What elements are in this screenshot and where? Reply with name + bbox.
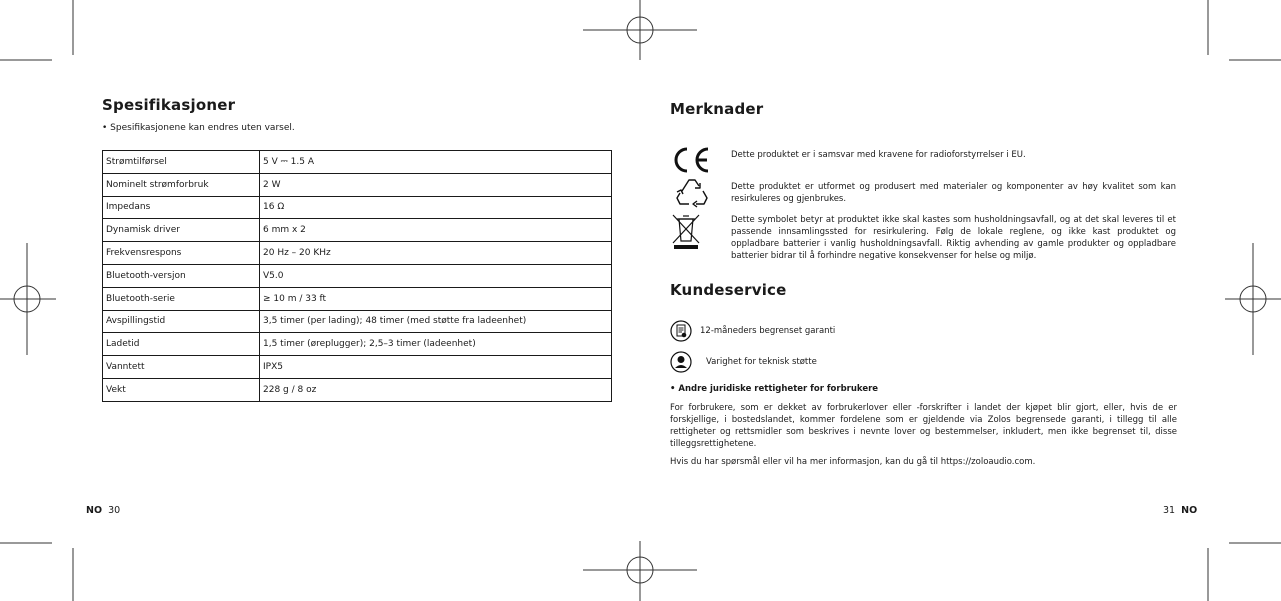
spec-value: 3,5 timer (per lading); 48 timer (med støtte fra ladeenhet) [260, 310, 612, 333]
service-text: Varighet for teknisk støtte [706, 357, 817, 367]
weee-bin-icon [670, 214, 714, 248]
recycle-icon [670, 176, 714, 210]
spec-label: Vekt [103, 378, 260, 401]
service-support [670, 351, 1177, 373]
ce-mark-icon [670, 143, 714, 177]
spec-value: 5 V ⎓ 1.5 A [260, 151, 612, 174]
left-page-folio [86, 505, 120, 516]
spec-value: 1,5 timer (øreplugger); 2,5–3 timer (ladeenhet) [260, 333, 612, 356]
spec-label: Nominelt strømforbruk [103, 173, 260, 196]
folio-language: NO [86, 505, 103, 516]
notice-text: Dette produktet er i samsvar med kravene for radioforstyrrelser i EU. [731, 150, 1026, 160]
folio-language: NO [1181, 505, 1198, 516]
service-warranty [670, 320, 1177, 342]
spec-label: Bluetooth-versjon [103, 264, 260, 287]
customer-service-heading: Kundeservice [670, 281, 787, 299]
spec-value: 20 Hz – 20 KHz [260, 242, 612, 265]
specifications-heading: Spesifikasjoner [102, 96, 236, 114]
table-row [103, 242, 612, 265]
table-row [103, 219, 612, 242]
spec-label: Avspillingstid [103, 310, 260, 333]
table-row [103, 333, 612, 356]
spec-value: 16 Ω [260, 196, 612, 219]
support-person-icon [670, 351, 692, 373]
spec-value: 228 g / 8 oz [260, 378, 612, 401]
notice-text: Dette produktet er utformet og produsert med materialer og komponenter av høy kvalitet som kan resirkuleres og gjenbrukes. [731, 182, 1176, 204]
spec-value: ≥ 10 m / 33 ft [260, 287, 612, 310]
table-row [103, 378, 612, 401]
notice-text: Dette symbolet betyr at produktet ikke skal kastes som husholdningsavfall, og at det skal leveres til et passende innsamlingssted for resirkulering. Følg de lokale reglene, og ikke kast produktet og oppladbare batterier i vanlig husholdningsavfall. Riktig avhending av gamle produkter og oppladbare batterier bidrar til å forhindre negative konsekvenser for helse og miljø. [731, 215, 1176, 261]
notes-heading: Merknader [670, 100, 764, 118]
specifications-note: • Spesifikasjonene kan endres uten varsel. [102, 123, 295, 133]
spec-label: Impedans [103, 196, 260, 219]
spec-label: Ladetid [103, 333, 260, 356]
right-page [670, 100, 1177, 467]
table-row [103, 173, 612, 196]
spec-value: 6 mm x 2 [260, 219, 612, 242]
table-row [103, 151, 612, 174]
table-row [103, 310, 612, 333]
spec-label: Strømtilførsel [103, 151, 260, 174]
spec-value: V5.0 [260, 264, 612, 287]
spec-label: Bluetooth-serie [103, 287, 260, 310]
rights-heading: • Andre juridiske rettigheter for forbrukere [670, 384, 879, 394]
service-text: 12-måneders begrenset garanti [700, 326, 836, 336]
spec-label: Frekvensrespons [103, 242, 260, 265]
table-row [103, 287, 612, 310]
table-row [103, 196, 612, 219]
table-row [103, 264, 612, 287]
spec-label: Dynamisk driver [103, 219, 260, 242]
spec-value: IPX5 [260, 356, 612, 379]
rights-paragraph: For forbrukere, som er dekket av forbrukerlover eller -forskrifter i landet der kjøpet blir gjort, eller, hvis de er forskjellige, i bostedslandet, kommer fordelene som er gjeldende via Zolos begrensede garanti, i tillegg til alle rettigheter og rettsmidler som beskrives i nevnte lover og bestemmelser, inkludert, men ikke begrenset til, disse tilleggsrettighetene. [670, 403, 1177, 449]
warranty-document-icon [670, 320, 692, 342]
spec-label: Vanntett [103, 356, 260, 379]
specifications-table [102, 150, 612, 402]
left-page [102, 96, 612, 402]
page-number: 31 [1163, 505, 1176, 516]
page-number: 30 [108, 505, 121, 516]
right-page-folio [1163, 505, 1197, 516]
spec-value: 2 W [260, 173, 612, 196]
contact-paragraph: Hvis du har spørsmål eller vil ha mer informasjon, kan du gå til https://zoloaudio.com. [670, 457, 1036, 467]
table-row [103, 356, 612, 379]
